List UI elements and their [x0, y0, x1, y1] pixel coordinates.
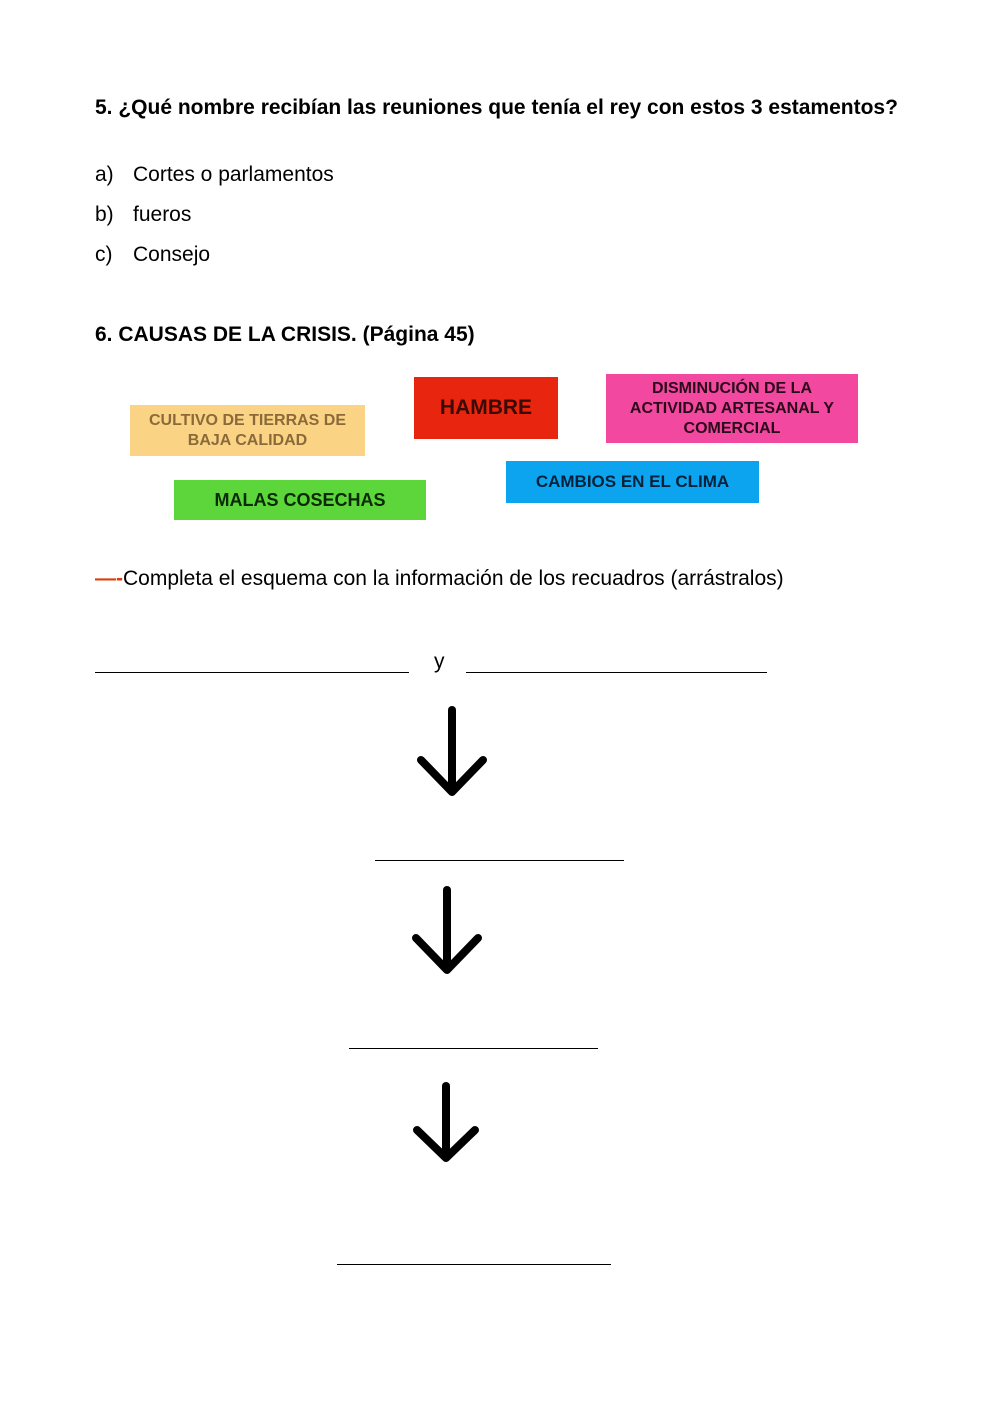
card-label: HAMBRE: [439, 396, 533, 419]
option-text: fueros: [133, 203, 192, 226]
question-6-title: 6. CAUSAS DE LA CRISIS. (Página 45): [95, 323, 475, 346]
option-a[interactable]: [95, 163, 334, 187]
arrow-down-icon: [415, 706, 489, 798]
draggable-card-disminucion-actividad[interactable]: [606, 374, 858, 443]
card-label: CAMBIOS EN EL CLIMA: [535, 472, 730, 491]
drop-zone-5[interactable]: [337, 1264, 611, 1265]
option-text: Cortes o parlamentos: [133, 163, 334, 186]
arrow-down-icon: [411, 1082, 481, 1164]
draggable-card-cultivo-tierras[interactable]: [130, 405, 365, 456]
card-label: CULTIVO DE TIERRAS DE BAJA CALIDAD: [148, 411, 347, 449]
drop-zone-3[interactable]: [375, 860, 624, 861]
question-5-title: 5. ¿Qué nombre recibían las reuniones que tenía el rey con estos 3 estamentos?: [95, 96, 898, 119]
option-letter: b): [95, 203, 114, 226]
option-letter: a): [95, 163, 114, 186]
draggable-card-hambre[interactable]: [414, 377, 558, 439]
instruction-text: [95, 567, 784, 591]
connector-y: y: [434, 650, 445, 673]
instruction-dash: —-: [95, 567, 123, 590]
draggable-card-malas-cosechas[interactable]: [174, 480, 426, 520]
option-letter: c): [95, 243, 113, 266]
drop-zone-4[interactable]: [349, 1048, 598, 1049]
draggable-card-cambios-clima[interactable]: [506, 461, 759, 503]
option-b[interactable]: [95, 203, 191, 227]
drop-zone-1[interactable]: [95, 672, 409, 673]
card-label: MALAS COSECHAS: [214, 489, 386, 510]
instruction-label: Completa el esquema con la información de los recuadros (arrástralos): [123, 567, 784, 590]
option-text: Consejo: [133, 243, 211, 266]
arrow-down-icon: [410, 886, 484, 976]
drop-zone-2[interactable]: [466, 672, 767, 673]
card-label: DISMINUCIÓN DE LA ACTIVIDAD ARTESANAL Y COMERCIAL: [629, 379, 835, 437]
option-c[interactable]: [95, 243, 210, 267]
